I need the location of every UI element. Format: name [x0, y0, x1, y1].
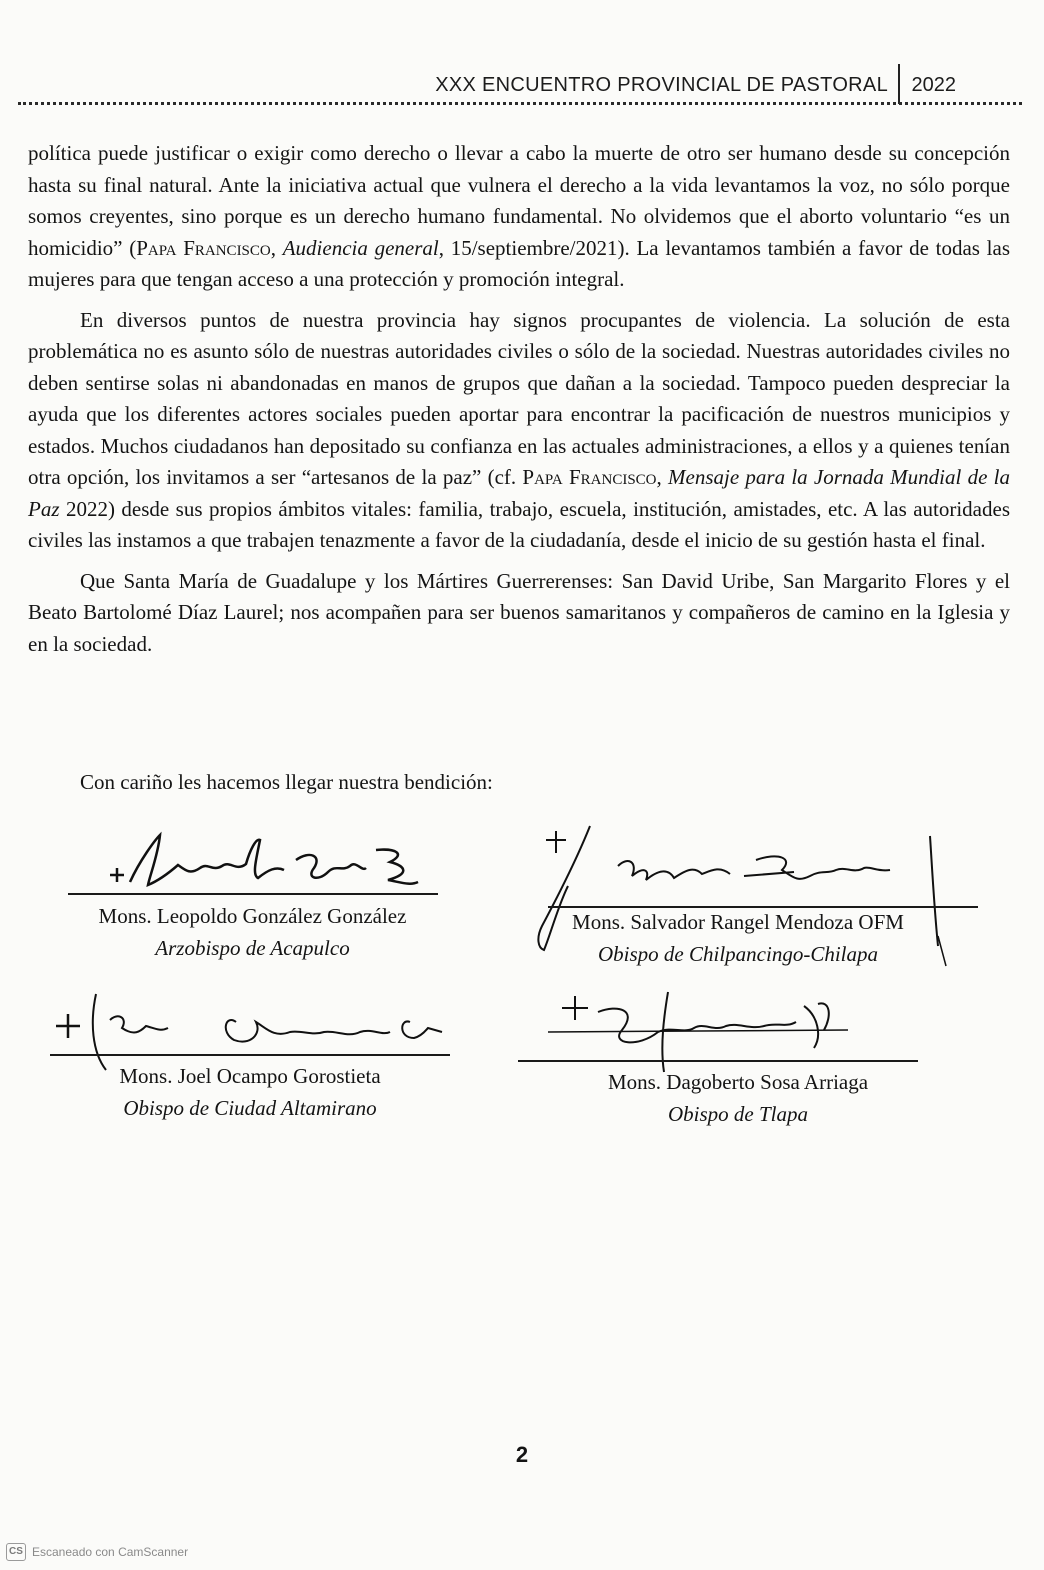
handwritten-signature-1 — [100, 820, 420, 900]
citation-separator: , — [656, 465, 669, 489]
signatory-role: Obispo de Ciudad Altamirano — [123, 1096, 377, 1120]
letter-body — [28, 138, 1010, 669]
page-number: 2 — [515, 1442, 529, 1467]
paragraph-2-text-a: En diversos puntos de nuestra provincia hay signos procupantes de violencia. La solución de esta problemática no es asunto sólo de nuestras autoridades civiles o sólo de la sociedad. Nuestras autoridades civiles no deben sentirse solas ni abandonadas en manos de grupos que dañan a la sociedad. Tampoco pueden despreciar la ayuda que los diferentes actores sociales pueden aportar para encontrar la pacificación de nuestros municipios y estados. Muchos ciudadanos han depositado su confianza en las actuales administraciones, a ellos y a quienes tenían otra opción, los invitamos a ser “artesanos de la paz” (cf. — [28, 307, 1010, 489]
signatory-name: Mons. Joel Ocampo Gorostieta — [119, 1064, 381, 1088]
header-year: 2022 — [911, 74, 956, 96]
signatory-name: Mons. Leopoldo González González — [98, 904, 407, 928]
citation-author: Papa Francisco — [522, 465, 657, 489]
paragraph-1 — [28, 138, 1010, 296]
signature-line — [518, 1060, 918, 1062]
page-header — [18, 64, 1022, 106]
paragraph-2 — [28, 305, 1010, 557]
citation-work: Audiencia general — [282, 235, 439, 260]
signature-line — [548, 906, 978, 908]
signatory-name: Mons. Salvador Rangel Mendoza OFM — [572, 910, 904, 934]
signature-line — [68, 893, 438, 895]
signature-block-4 — [548, 1066, 928, 1130]
handwritten-signature-2 — [498, 826, 968, 966]
signatory-role: Obispo de Chilpancingo-Chilapa — [598, 942, 878, 966]
signature-line — [50, 1054, 450, 1056]
paragraph-2-text-b: 2022) desde sus propios ámbitos vitales: familia, trabajo, escuela, institución, amistades, etc. A las autoridades civiles las instamos a que trabajen tenazmente a favor de la ciudadanía, desde el inicio de su gestión hasta el final. — [28, 496, 1010, 552]
citation-work: Mensaje para la Jornada Mundial de la Paz — [28, 465, 1011, 521]
header-rule — [18, 102, 1022, 105]
scanner-watermark — [6, 1541, 188, 1563]
signature-block-2 — [528, 906, 948, 970]
header-title: XXX ENCUENTRO PROVINCIAL DE PASTORAL — [435, 74, 888, 96]
citation-separator: , — [270, 235, 283, 260]
paragraph-1-text-b: , 15/septiembre/2021). La levantamos también a favor de todas las mujeres para que tengan acceso a una protección y promoción integral. — [28, 235, 1010, 291]
handwritten-signature-3 — [50, 992, 450, 1072]
paragraph-3: Que Santa María de Guadalupe y los Mártires Guerrerenses: San David Uribe, San Margarito Flores y el Beato Bartolomé Díaz Laurel; nos acompañen para ser buenos samaritanos y compañeros de camino en la Iglesia y en la sociedad. — [28, 568, 1010, 656]
camscanner-logo-icon: CS — [6, 1543, 26, 1561]
signatory-role: Arzobispo de Acapulco — [155, 936, 350, 960]
citation-author: Papa Francisco — [136, 235, 271, 260]
paragraph-1-text-a: política puede justificar o exigir como derecho o llevar a cabo la muerte de otro ser humano desde su concepción hasta su final natural. Ante la iniciativa actual que vulnera el derecho a la vida levantamos la voz, no sólo porque somos creyentes, sino porque es un derecho humano fundamental. No olvidemos que el aborto voluntario “es un homicidio” ( — [28, 141, 1010, 260]
watermark-text: Escaneado con CamScanner — [32, 1545, 189, 1559]
signature-block-1 — [60, 900, 445, 964]
header-separator — [898, 64, 900, 104]
signatory-name: Mons. Dagoberto Sosa Arriaga — [607, 1070, 869, 1094]
closing-line: Con cariño les hacemos llegar nuestra bendición: — [80, 770, 493, 794]
signature-block-3 — [50, 1060, 450, 1124]
handwritten-signature-4 — [518, 986, 918, 1076]
signatory-role: Obispo de Tlapa — [667, 1102, 808, 1126]
